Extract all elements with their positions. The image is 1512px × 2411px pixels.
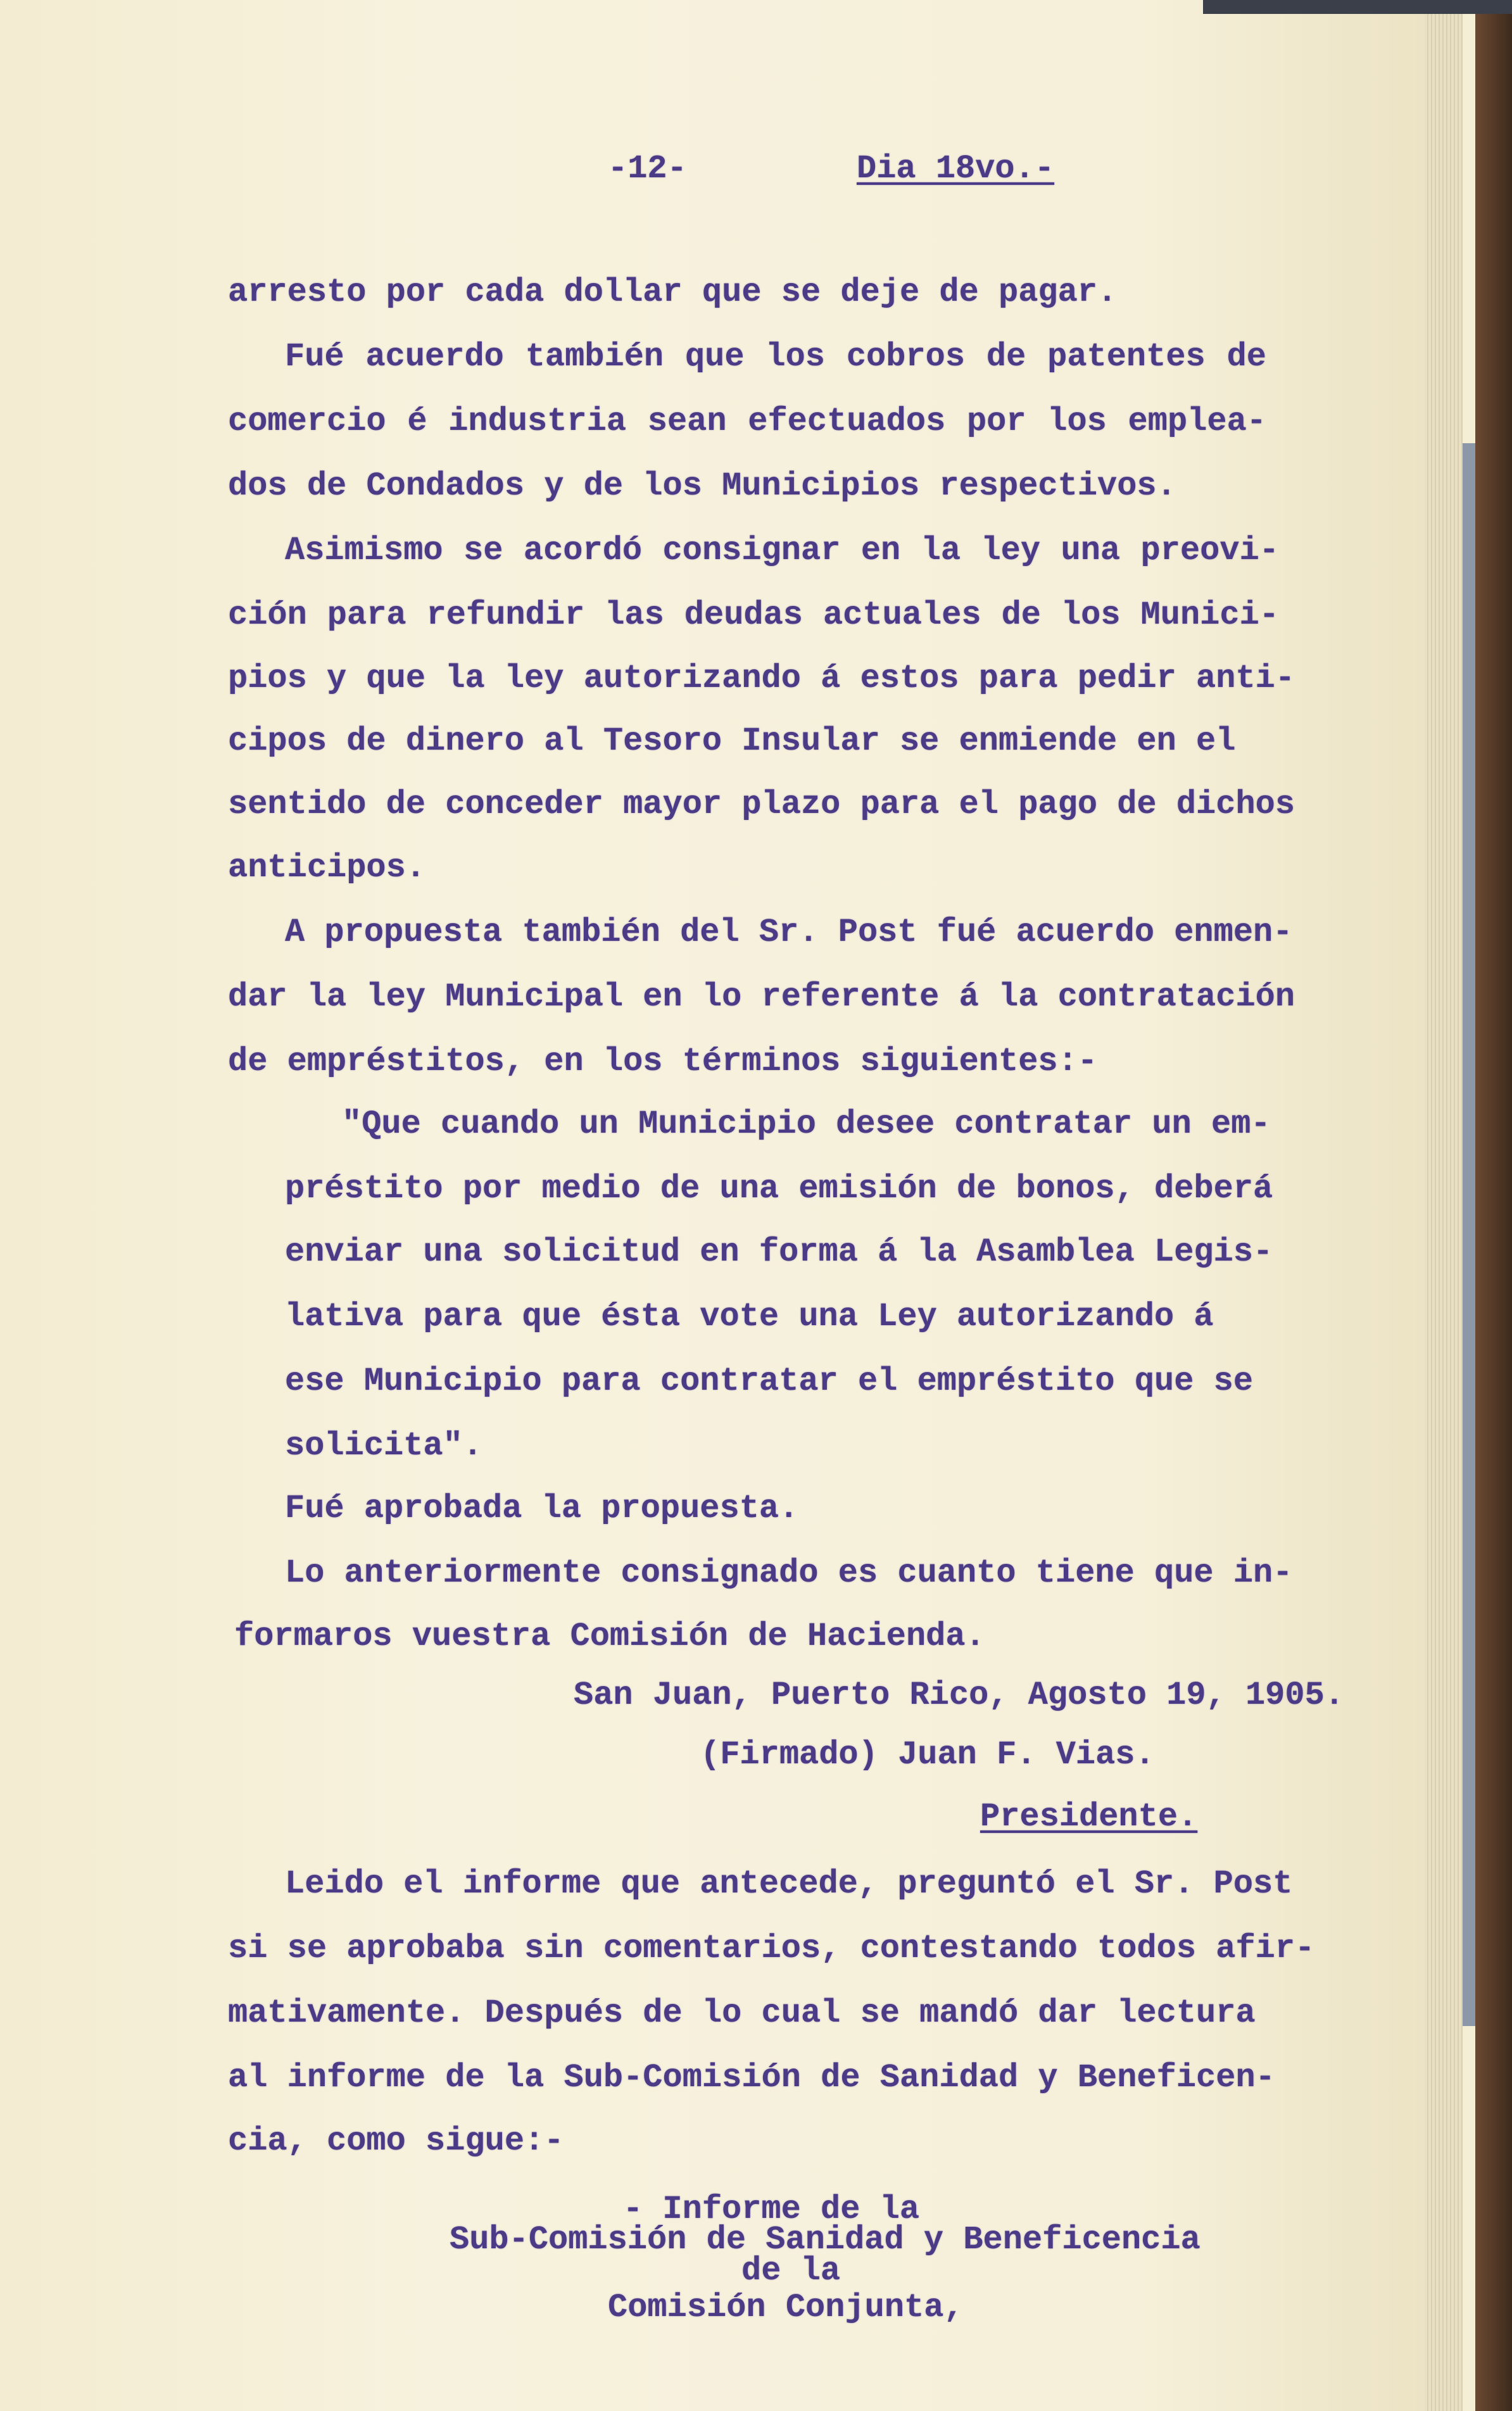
signature-name: (Firmado) Juan F. Vias. <box>700 1736 1155 1773</box>
text-line: Fué acuerdo también que los cobros de patentes de <box>285 338 1266 375</box>
text-line: A propuesta también del Sr. Post fué acuerdo enmen- <box>285 914 1293 951</box>
signature-title: Presidente. <box>980 1798 1198 1835</box>
text-line: Lo anteriormente consignado es cuanto tiene que in- <box>285 1554 1293 1592</box>
section-heading: Sub-Comisión de Sanidad y Beneficencia <box>450 2221 1200 2258</box>
text-line: si se aprobaba sin comentarios, contestando todos afir- <box>228 1930 1315 1967</box>
section-heading: Comisión Conjunta, <box>608 2289 964 2326</box>
text-line: cipos de dinero al Tesoro Insular se enmiende en el <box>228 722 1236 760</box>
text-line: solicita". <box>285 1427 483 1464</box>
page-edges <box>1425 0 1463 2411</box>
text-line: enviar una solicitud en forma á la Asamblea Legis- <box>285 1233 1273 1271</box>
text-line: ción para refundir las deudas actuales de los Munici- <box>228 596 1279 634</box>
binding-top <box>1203 0 1512 14</box>
text-line: arresto por cada dollar que se deje de pagar. <box>228 274 1118 311</box>
text-line: sentido de conceder mayor plazo para el pago de dichos <box>228 786 1295 823</box>
text-line: préstito por medio de una emisión de bonos, deberá <box>285 1170 1273 1207</box>
text-line: lativa para que ésta vote una Ley autorizando á <box>285 1298 1214 1335</box>
text-line: ese Municipio para contratar el empréstito que se <box>285 1363 1254 1400</box>
text-line: mativamente. Después de lo cual se mandó dar lectura <box>228 1994 1256 2032</box>
page-number: -12- <box>608 150 687 187</box>
text-line: al informe de la Sub-Comisión de Sanidad y Beneficen- <box>228 2059 1275 2096</box>
text-line: Asimismo se acordó consignar en la ley una preovi- <box>285 532 1279 569</box>
text-line: dos de Condados y de los Municipios respectivos. <box>228 467 1176 505</box>
text-line: formaros vuestra Comisión de Hacienda. <box>234 1618 985 1655</box>
section-heading: de la <box>741 2252 841 2289</box>
text-line: "Que cuando un Municipio desee contratar un em- <box>342 1105 1271 1143</box>
text-line: Fué aprobada la propuesta. <box>285 1490 799 1527</box>
text-line: de empréstitos, en los términos siguientes:- <box>228 1043 1098 1080</box>
signature-place-date: San Juan, Puerto Rico, Agosto 19, 1905. <box>574 1677 1344 1714</box>
section-heading: - Informe de la <box>623 2191 920 2228</box>
text-line: comercio é industria sean efectuados por los emplea- <box>228 403 1266 440</box>
day-heading: Dia 18vo.- <box>857 150 1055 187</box>
text-line: dar la ley Municipal en lo referente á la contratación <box>228 978 1295 1016</box>
text-line: Leido el informe que antecede, preguntó el Sr. Post <box>285 1865 1293 1903</box>
text-line: pios y que la ley autorizando á estos para pedir anti- <box>228 660 1295 697</box>
book-binding <box>1475 0 1512 2411</box>
text-line: cia, como sigue:- <box>228 2122 564 2160</box>
text-line: anticipos. <box>228 849 426 886</box>
